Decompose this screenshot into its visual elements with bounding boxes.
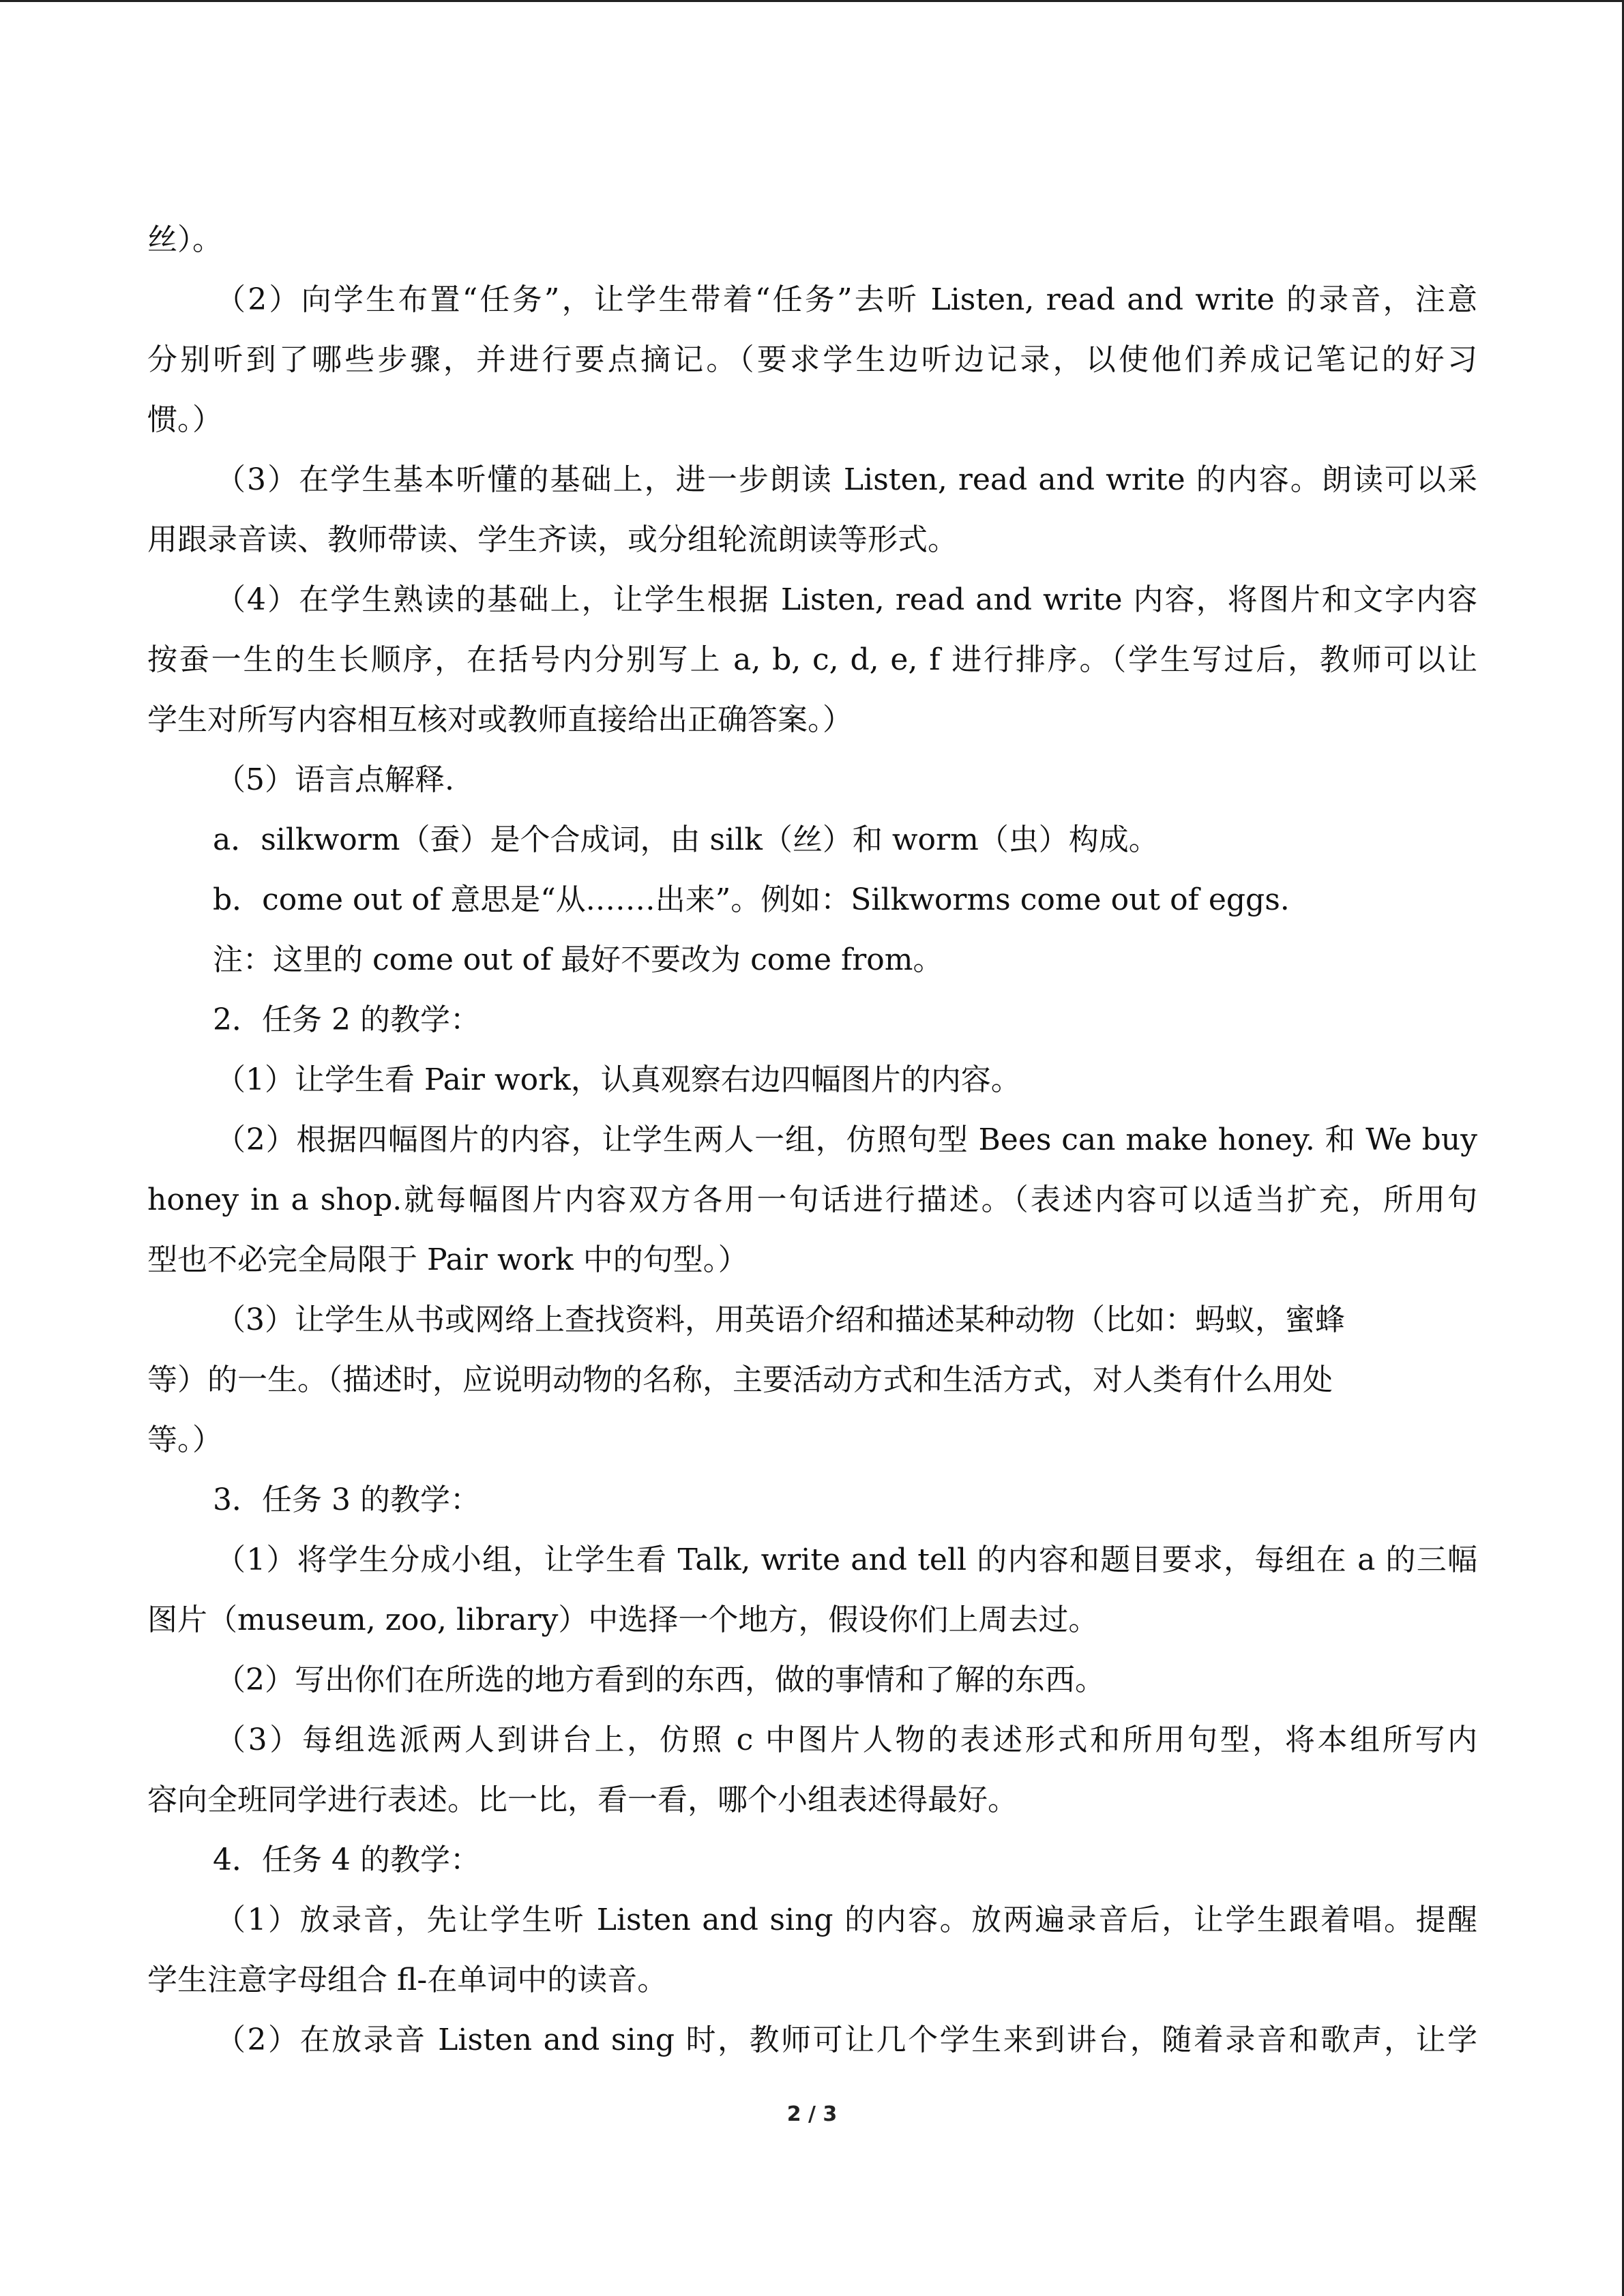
text-line: （3）在学生基本听懂的基础上，进一步朗读 Listen, read and write 的内容。朗读可以采	[216, 462, 1477, 497]
text-line: 图片（museum, zoo, library）中选择一个地方，假设你们上周去过。	[147, 1602, 1099, 1637]
text-line: （5）语言点解释.	[216, 762, 454, 797]
text-line: a．silkworm（蚕）是个合成词，由 silk（丝）和 worm（虫）构成。	[213, 822, 1159, 857]
page-number: 2 / 3	[786, 2102, 838, 2126]
text-line: （2）写出你们在所选的地方看到的东西，做的事情和了解的东西。	[216, 1663, 1105, 1697]
section-heading: 4．任务 4 的教学：	[213, 1843, 480, 1877]
text-line: 惯。）	[147, 402, 222, 437]
text-line: 丝）。	[147, 222, 222, 257]
text-line: （3）每组选派两人到讲台上，仿照 c 中图片人物的表述形式和所用句型，将本组所写内	[216, 1723, 1477, 1757]
text-line: （1）放录音，先让学生听 Listen and sing 的内容。放两遍录音后，让学生跟着唱。提醒	[216, 1903, 1477, 1937]
text-line: honey in a shop.就每幅图片内容双方各用一句话进行描述。（表述内容可以适当扩充，所用句	[147, 1182, 1477, 1217]
text-line: 等。）	[147, 1422, 222, 1457]
text-line: （2）在放录音 Listen and sing 时，教师可让几个学生来到讲台，随着录音和歌声，让学	[216, 2023, 1477, 2057]
section-heading: 3．任务 3 的教学：	[213, 1482, 480, 1517]
text-line: 学生对所写内容相互核对或教师直接给出正确答案。）	[147, 702, 853, 737]
text-line: （3）让学生从书或网络上查找资料，用英语介绍和描述某种动物（比如：蚂蚁，蜜蜂	[216, 1302, 1345, 1337]
text-line: 容向全班同学进行表述。比一比，看一看，哪个小组表述得最好。	[147, 1783, 1018, 1817]
text-line: 注：这里的 come out of 最好不要改为 come from。	[213, 942, 943, 977]
text-line: 分别听到了哪些步骤，并进行要点摘记。（要求学生边听边记录，以使他们养成记笔记的好习	[147, 342, 1477, 377]
text-line: （4）在学生熟读的基础上，让学生根据 Listen, read and write 内容，将图片和文字内容	[216, 582, 1477, 617]
text-line: 等）的一生。（描述时，应说明动物的名称，主要活动方式和生活方式，对人类有什么用处	[147, 1362, 1333, 1397]
body-text	[147, 210, 1477, 2070]
text-line: （1）将学生分成小组，让学生看 Talk, write and tell 的内容和题目要求，每组在 a 的三幅	[216, 1542, 1477, 1577]
text-line: 用跟录音读、教师带读、学生齐读，或分组轮流朗读等形式。	[147, 522, 958, 557]
text-line: 学生注意字母组合 fl-在单词中的读音。	[147, 1963, 668, 1997]
text-line: b．come out of 意思是“从.……出来”。例如：Silkworms come out of eggs.	[213, 882, 1290, 917]
text-line: （2）向学生布置“任务”，让学生带着“任务”去听 Listen, read and write 的录音，注意	[216, 282, 1477, 317]
text-line: （2）根据四幅图片的内容，让学生两人一组，仿照句型 Bees can make honey. 和 We buy	[216, 1122, 1477, 1157]
text-line: 型也不必完全局限于 Pair work 中的句型。）	[147, 1242, 748, 1277]
section-heading: 2．任务 2 的教学：	[213, 1002, 480, 1037]
text-line: （1）让学生看 Pair work，认真观察右边四幅图片的内容。	[216, 1062, 1021, 1097]
text-line: 按蚕一生的生长顺序，在括号内分别写上 a, b, c, d, e, f 进行排序。（学生写过后，教师可以让	[147, 642, 1477, 677]
